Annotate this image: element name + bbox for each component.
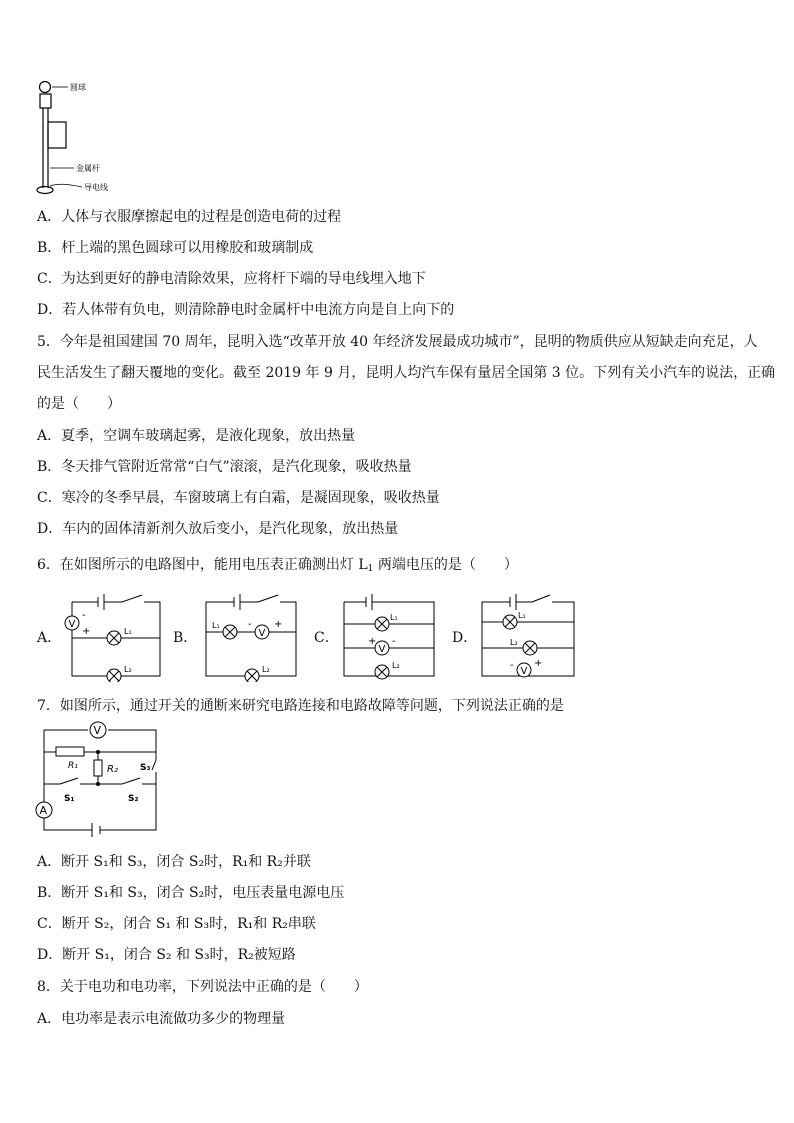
q6-circuit-d xyxy=(474,592,584,682)
lamp-l2-label: L₂ xyxy=(262,665,270,674)
q7-stem: 7．如图所示，通过开关的通断来研究电路连接和电路故障等问题，下列说法正确的是 xyxy=(37,698,564,714)
q6-option-d-label: D． xyxy=(452,630,478,646)
q5-option-b: B．冬天排气管附近常常“白气”滚滚，是汽化现象，吸收热量 xyxy=(37,459,412,475)
q6-circuit-a xyxy=(62,592,172,682)
label-wire: 导电线 xyxy=(84,183,108,192)
q4-option-b: B．杆上端的黑色圆球可以用橡胶和玻璃制成 xyxy=(37,240,314,256)
r2-label: R₂ xyxy=(107,764,118,775)
q6-stem xyxy=(37,556,518,578)
q5-option-d: D．车内的固体清新剂久放后变小，是汽化现象，放出热量 xyxy=(37,521,399,537)
ball-shape xyxy=(40,82,51,93)
q4-option-d: D．若人体带有负电，则清除静电时金属杆中电流方向是自上向下的 xyxy=(37,302,455,318)
q6-option-c-label: C． xyxy=(314,630,339,646)
s2-label: S₂ xyxy=(128,794,139,804)
voltmeter-label: V xyxy=(68,619,76,630)
q4-option-c: C．为达到更好的静电清除效果，应将杆下端的导电线埋入地下 xyxy=(37,271,426,287)
q6-option-b-label: B． xyxy=(173,630,198,646)
q6-circuit-b xyxy=(198,592,308,682)
label-rod: 金属杆 xyxy=(76,164,100,173)
q4-option-a: A．人体与衣服摩擦起电的过程是创造电荷的过程 xyxy=(37,209,342,225)
q7-option-a: A．断开 S₁和 S₃，闭合 S₂时，R₁和 R₂并联 xyxy=(37,854,311,870)
clip-shape xyxy=(48,122,66,148)
lamp-l2-label: L₂ xyxy=(392,661,400,670)
q6-lamp-sub: 1 xyxy=(367,564,374,574)
lamp-l1-label: L₁ xyxy=(124,627,132,636)
lamp-l1-label: L₁ xyxy=(518,611,526,620)
q6-circuit-c xyxy=(336,592,446,682)
q7-option-c: C．断开 S₂，闭合 S₁ 和 S₃时，R₁和 R₂串联 xyxy=(37,916,316,932)
q6-stem-pre: 6．在如图所示的电路图中，能用电压表正确测出灯 xyxy=(37,557,359,573)
ammeter-label: A xyxy=(39,804,48,817)
minus-sign: - xyxy=(392,636,396,647)
s1-label: S₁ xyxy=(64,794,75,804)
q8-option-a: A．电功率是表示电流做功多少的物理量 xyxy=(37,1011,286,1027)
voltmeter-label: V xyxy=(93,724,102,737)
q5-stem-line-3: 的是（ ） xyxy=(37,396,121,412)
q6-stem-post: 两端电压的是（ ） xyxy=(373,557,518,573)
voltmeter-label: V xyxy=(378,644,386,655)
q8-stem: 8．关于电功和电功率，下列说法中正确的是（ ） xyxy=(37,979,368,995)
plus-sign: + xyxy=(82,626,91,637)
voltmeter-label: V xyxy=(258,628,266,639)
r1-label: R₁ xyxy=(68,761,78,771)
q5-option-a: A．夏季，空调车玻璃起雾，是液化现象，放出热量 xyxy=(37,428,356,444)
minus-sign: - xyxy=(510,660,514,671)
q5-option-c: C．寒冷的冬季早晨，车窗玻璃上有白霜，是凝固现象，吸收热量 xyxy=(37,490,440,506)
minus-sign: - xyxy=(248,619,252,630)
label-ball: 圆球 xyxy=(70,83,86,92)
lamp-l2-label: L₂ xyxy=(124,665,132,674)
handle-shape xyxy=(40,94,51,108)
base-shape xyxy=(37,187,53,194)
plus-sign: + xyxy=(368,636,377,647)
s3-label: S₃ xyxy=(140,763,151,773)
minus-sign: - xyxy=(82,610,86,621)
q7-circuit-figure xyxy=(30,718,170,838)
static-discharger-figure xyxy=(30,76,130,200)
lamp-l1-label: L₁ xyxy=(212,621,220,630)
lamp-l1-label: L₁ xyxy=(390,613,398,622)
q7-option-b: B．断开 S₁和 S₃，闭合 S₂时，电压表量电源电压 xyxy=(37,885,345,901)
q5-stem-line-2: 民生活发生了翻天覆地的变化。截至 2019 年 9 月，昆明人均汽车保有量居全国第 3 位。下列有关小汽车的说法，正确 xyxy=(37,365,776,381)
voltmeter-label: V xyxy=(520,666,528,677)
q5-stem-line-1: 5．今年是祖国建国 70 周年，昆明入选“改革开放 40 年经济发展最成功城市”，昆明的物质供应从短缺走向充足，人 xyxy=(37,334,758,350)
q6-lamp-symbol: L xyxy=(358,557,368,573)
q7-option-d: D．断开 S₁，闭合 S₂ 和 S₃时，R₂被短路 xyxy=(37,947,296,963)
plus-sign: + xyxy=(274,619,283,630)
q6-option-a-label: A． xyxy=(37,630,62,646)
plus-sign: + xyxy=(534,658,543,669)
lamp-l2-label: L₂ xyxy=(510,638,518,647)
